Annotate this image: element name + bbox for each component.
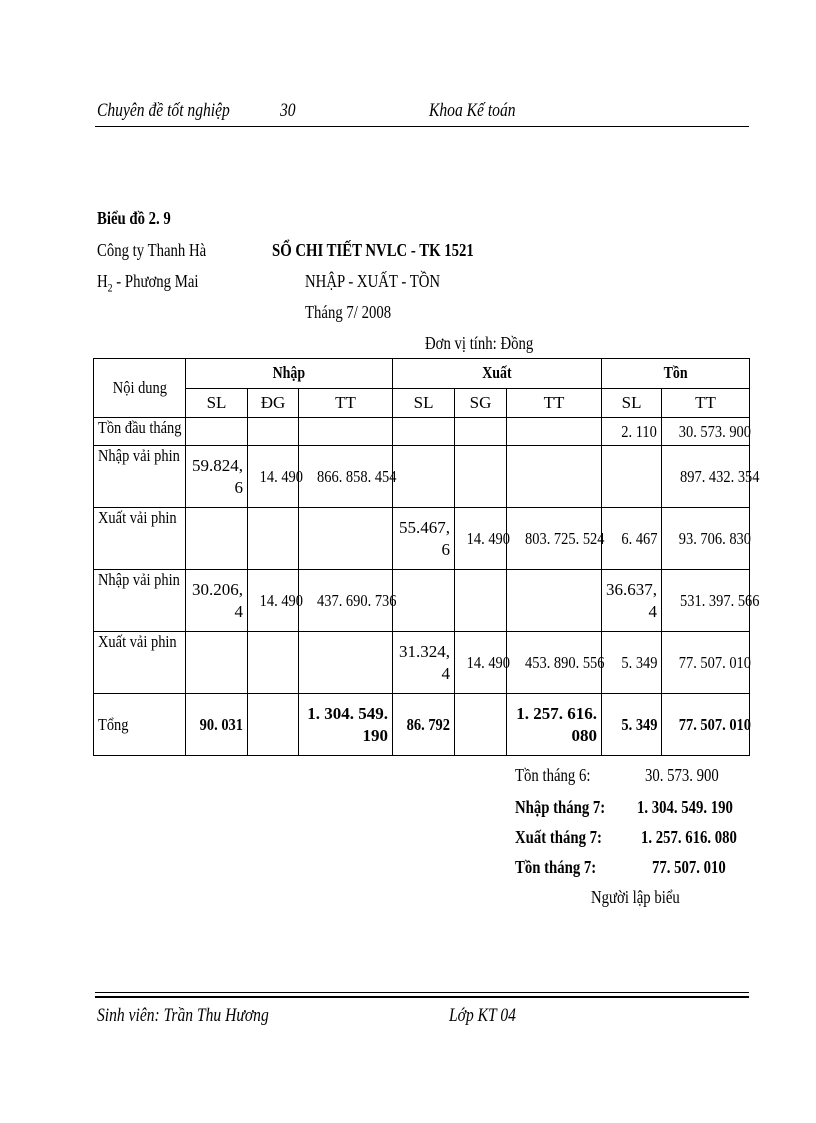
sub-header: SL: [186, 388, 248, 418]
company-name: Công ty Thanh Hà: [97, 240, 207, 260]
cell: 5. 349: [602, 632, 662, 694]
cell: [455, 446, 507, 508]
total-label: Tổng: [94, 694, 186, 756]
group-xuat-header: Xuất: [393, 359, 602, 389]
cell: 897. 432. 354: [662, 446, 750, 508]
table-header-row-1: [94, 359, 750, 389]
cell: 2. 110: [602, 418, 662, 446]
cell: 14. 490: [248, 446, 299, 508]
sub-header: TT: [507, 388, 602, 418]
cell: 531. 397. 566: [662, 570, 750, 632]
cell: [507, 418, 602, 446]
table-total-row: [94, 694, 750, 756]
cell: 437. 690. 736: [299, 570, 393, 632]
cell: [186, 632, 248, 694]
cell: [507, 446, 602, 508]
table-row: [94, 508, 750, 570]
cell: [299, 418, 393, 446]
row-label: Xuất vải phin: [94, 632, 186, 694]
figure-label: Biểu đồ 2. 9: [97, 208, 171, 228]
table-row: [94, 418, 750, 446]
cell: 1. 304. 549. 190: [299, 694, 393, 756]
cell: [393, 418, 455, 446]
row-label: Tồn đầu tháng: [94, 418, 186, 446]
book-subtitle: NHẬP - XUẤT - TỒN: [305, 271, 441, 291]
signer-label: Người lập biểu: [591, 887, 680, 907]
row-label: Xuất vải phin: [94, 508, 186, 570]
cell: 14. 490: [455, 508, 507, 570]
sub-header: TT: [299, 388, 393, 418]
cell: 14. 490: [455, 632, 507, 694]
company-address: $H_2$ - Phương Mai: [97, 271, 199, 295]
cell: [455, 570, 507, 632]
book-title: SỔ CHI TIẾT NVLC - TK 1521: [272, 240, 474, 260]
col-content-header: Nội dung: [94, 359, 186, 418]
table-row: [94, 570, 750, 632]
ledger-table: [93, 358, 760, 756]
table-header-row-2: [94, 388, 750, 418]
cell: [507, 570, 602, 632]
cell: 55.467, 6: [393, 508, 455, 570]
cell: 77. 507. 010: [662, 694, 750, 756]
cell: [248, 694, 299, 756]
cell: 866. 858. 454: [299, 446, 393, 508]
cell: [299, 632, 393, 694]
footer-rule-thick: [95, 996, 749, 998]
cell: [393, 446, 455, 508]
cell: [393, 570, 455, 632]
cell: [248, 508, 299, 570]
sub-header: SL: [393, 388, 455, 418]
cell: 14. 490: [248, 570, 299, 632]
cell: 453. 890. 556: [507, 632, 602, 694]
cell: [455, 694, 507, 756]
table-row: [94, 632, 750, 694]
sub-header: ĐG: [248, 388, 299, 418]
cell: 6. 467: [602, 508, 662, 570]
cell: [186, 508, 248, 570]
row-label: Nhập vải phin: [94, 570, 186, 632]
sub-header: SG: [455, 388, 507, 418]
cell: [455, 418, 507, 446]
cell: [248, 632, 299, 694]
cell: 30. 573. 900: [662, 418, 750, 446]
unit-note: Đơn vị tính: Đồng: [425, 333, 534, 353]
cell: 30.206, 4: [186, 570, 248, 632]
group-nhap-header: Nhập: [186, 359, 393, 389]
header-rule: [95, 126, 749, 127]
row-label: Nhập vải phin: [94, 446, 186, 508]
cell: 36.637, 4: [602, 570, 662, 632]
cell: [602, 446, 662, 508]
table-row: [94, 446, 750, 508]
cell: 93. 706. 830: [662, 508, 750, 570]
cell: 31.324, 4: [393, 632, 455, 694]
cell: [248, 418, 299, 446]
sub-header: SL: [602, 388, 662, 418]
cell: 86. 792: [393, 694, 455, 756]
cell: 77. 507. 010: [662, 632, 750, 694]
cell: 90. 031: [186, 694, 248, 756]
cell: 5. 349: [602, 694, 662, 756]
group-ton-header: Tồn: [602, 359, 750, 389]
cell: 803. 725. 524: [507, 508, 602, 570]
cell: [186, 418, 248, 446]
page-header: Chuyên đề tốt nghiệp 30 Khoa Kế toán: [97, 100, 516, 121]
cell: 59.824, 6: [186, 446, 248, 508]
sub-header: TT: [662, 388, 750, 418]
cell: [299, 508, 393, 570]
footer-rule-thin: [95, 992, 749, 993]
period: Tháng 7/ 2008: [305, 302, 392, 322]
cell: 1. 257. 616. 080: [507, 694, 602, 756]
